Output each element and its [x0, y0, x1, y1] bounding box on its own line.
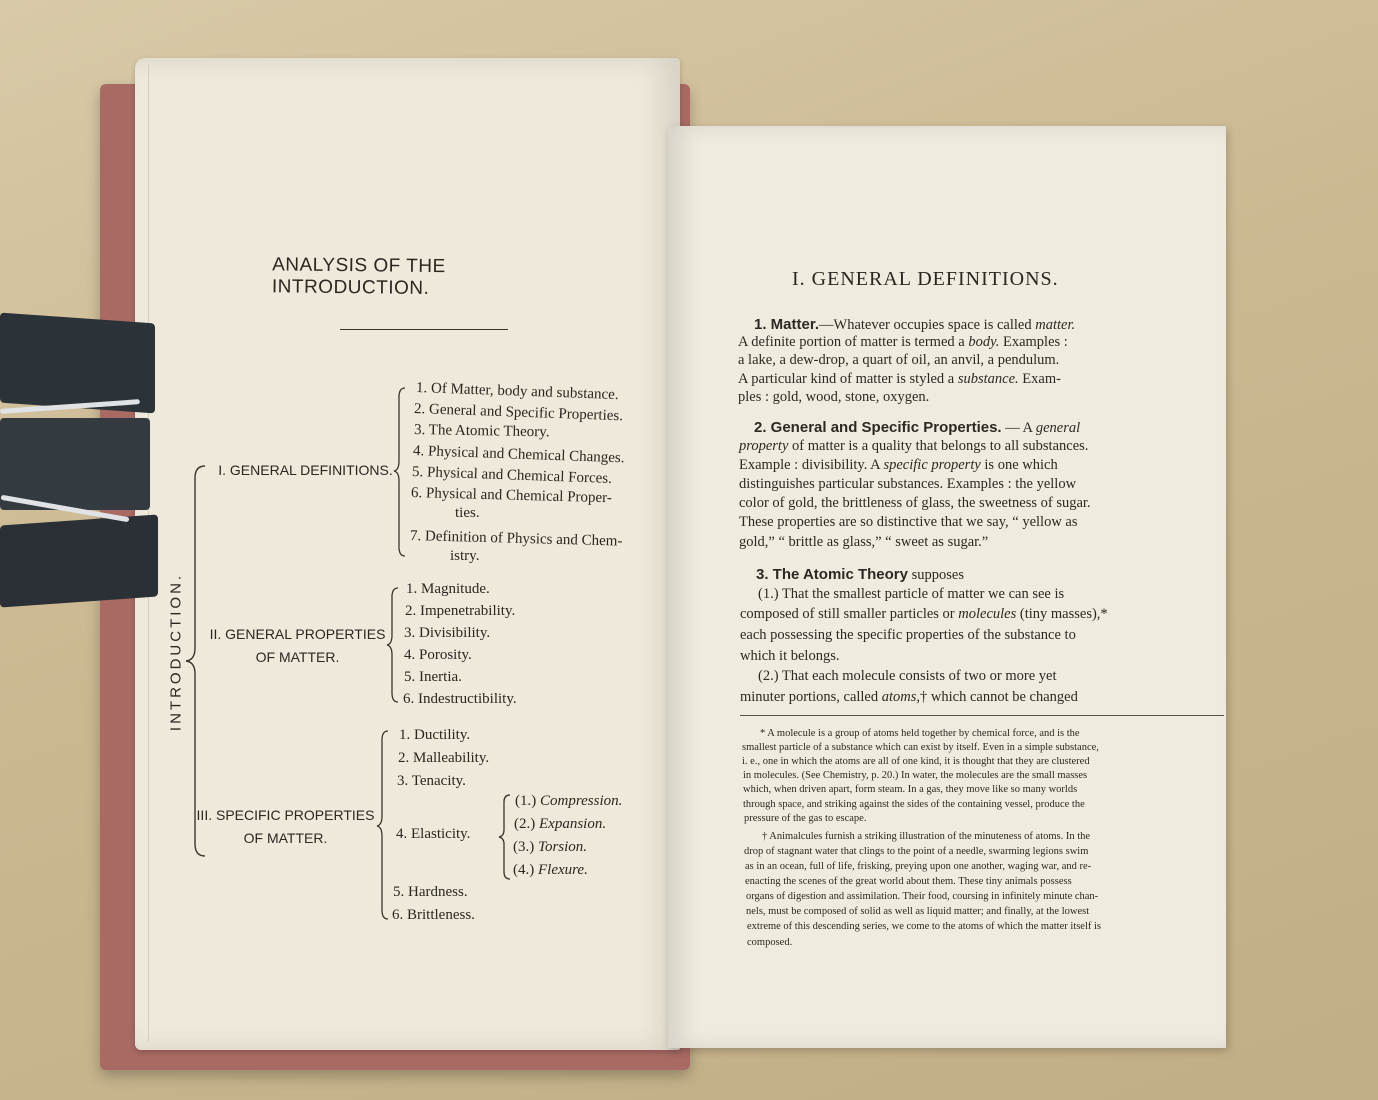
- text-line: Example : divisibility. A specific property is one which: [739, 457, 1058, 473]
- footnote-line: enacting the scenes of the great world about them. These tiny animals possess: [745, 876, 1072, 887]
- left-page-title: ANALYSIS OF THE INTRODUCTION.: [271, 254, 446, 299]
- footnote-line: nels, must be composed of solid as well as liquid matter; and finally, at the lowest: [746, 906, 1090, 917]
- list-item: 6. Indestructibility.: [403, 691, 517, 707]
- list-item: 5. Inertia.: [404, 669, 462, 685]
- text-line: ples : gold, wood, stone, oxygen.: [738, 389, 930, 405]
- section-3-brace: [376, 728, 392, 924]
- section-1-brace: [393, 385, 409, 560]
- elasticity-brace: [498, 792, 514, 884]
- text-line: (2.) That each molecule consists of two or more yet: [758, 668, 1057, 684]
- section-2-brace: [386, 585, 402, 707]
- text-line: These properties are so distinctive that we say, “ yellow as: [739, 514, 1078, 530]
- text-line: distinguishes particular substances. Examples : the yellow: [739, 476, 1077, 492]
- list-item: istry.: [450, 548, 480, 564]
- list-item: 4. Porosity.: [404, 647, 472, 663]
- footnote-line: † Animalcules furnish a striking illustration of the minuteness of atoms. In the: [762, 831, 1091, 842]
- section-3-label: III. SPECIFIC PROPERTIES OF MATTER.: [196, 807, 375, 846]
- footnote-line: composed.: [747, 937, 793, 948]
- footnote-line: which, when driven apart, form steam. In a gas, they move like so many worlds: [743, 784, 1078, 795]
- text-line: gold,” “ brittle as glass,” “ sweet as sugar.”: [739, 534, 989, 550]
- list-item: (4.) Flexure.: [513, 862, 588, 878]
- list-item: 6. Physical and Chemical Proper-: [410, 485, 613, 507]
- list-item: 4. Elasticity.: [396, 826, 471, 842]
- text-line: minuter portions, called atoms,† which cannot be changed: [740, 689, 1078, 705]
- footnote-line: i. e., one in which the atoms are all of one kind, it is thought that they are clustered: [742, 756, 1090, 767]
- footnote-line: drop of stagnant water that clings to the point of a needle, swarming legions swim: [744, 846, 1089, 857]
- list-item: 5. Hardness.: [393, 884, 468, 900]
- text-line: each possessing the specific properties of the substance to: [740, 627, 1076, 643]
- text-line: a lake, a dew-drop, a quart of oil, an anvil, a pendulum.: [738, 352, 1060, 368]
- text-line: A particular kind of matter is styled a substance. Exam-: [738, 371, 1061, 387]
- footnote-line: in molecules. (See Chemistry, p. 20.) In water, the molecules are the small masses: [743, 770, 1088, 781]
- footnote-line: pressure of the gas to escape.: [744, 813, 867, 824]
- list-item: 1. Ductility.: [399, 727, 471, 743]
- list-item: 1. Of Matter, body and substance.: [415, 380, 619, 404]
- list-item: (3.) Torsion.: [513, 839, 588, 855]
- footnote-line: organs of digestion and assimilation. Their food, coursing in infinitely minute chan-: [746, 891, 1099, 902]
- footnote-divider: [740, 715, 1224, 716]
- list-item: 7. Definition of Physics and Chem-: [409, 528, 623, 550]
- text-line: property of matter is a quality that belongs to all substances.: [739, 438, 1089, 454]
- list-item: ties.: [455, 505, 480, 521]
- list-item: 5. Physical and Chemical Forces.: [411, 464, 613, 487]
- section-1-label: I. GENERAL DEFINITIONS.: [218, 462, 393, 478]
- list-item: 2. General and Specific Properties.: [413, 401, 624, 425]
- list-item: 6. Brittleness.: [392, 907, 475, 923]
- footnote-line: smallest particle of a substance which can exist by itself. Even in a simple substance,: [742, 742, 1099, 753]
- text-line: which it belongs.: [740, 648, 840, 664]
- list-item: (2.) Expansion.: [514, 816, 607, 832]
- right-page-title: I. GENERAL DEFINITIONS.: [792, 268, 1059, 290]
- list-item: 3. Divisibility.: [404, 625, 491, 641]
- footnote-line: through space, and striking against the sides of the containing vessel, produce the: [743, 799, 1085, 810]
- list-item: 4. Physical and Chemical Changes.: [412, 443, 625, 467]
- text-line: 1. Matter.—Whatever occupies space is called matter.: [754, 316, 1076, 333]
- list-item: 2. Impenetrability.: [405, 603, 516, 619]
- footnote-line: as in an ocean, full of life, frisking, preying upon one another, waging war, and re-: [745, 861, 1092, 872]
- text-line: composed of still smaller particles or molecules (tiny masses),*: [740, 606, 1108, 622]
- footnote-line: * A molecule is a group of atoms held together by chemical force, and is the: [760, 728, 1080, 739]
- list-item: (1.) Compression.: [515, 793, 623, 809]
- list-item: 3. Tenacity.: [397, 773, 466, 789]
- list-item: 3. The Atomic Theory.: [413, 422, 550, 441]
- list-item: 2. Malleability.: [398, 750, 490, 766]
- title-rule: [340, 329, 508, 330]
- list-item: 1. Magnitude.: [406, 581, 490, 597]
- footnote-line: extreme of this descending series, we come to the atoms of which the matter itself is: [747, 921, 1101, 932]
- text-line: 2. General and Specific Properties. — A general: [754, 419, 1081, 436]
- text-line: (1.) That the smallest particle of matter we can see is: [758, 586, 1065, 602]
- text-line: A definite portion of matter is termed a body. Examples :: [738, 334, 1068, 350]
- text-line: 3. The Atomic Theory supposes: [756, 566, 964, 583]
- section-2-label: II. GENERAL PROPERTIES OF MATTER.: [209, 626, 386, 665]
- text-line: color of gold, the brittleness of glass, the sweetness of sugar.: [739, 495, 1091, 511]
